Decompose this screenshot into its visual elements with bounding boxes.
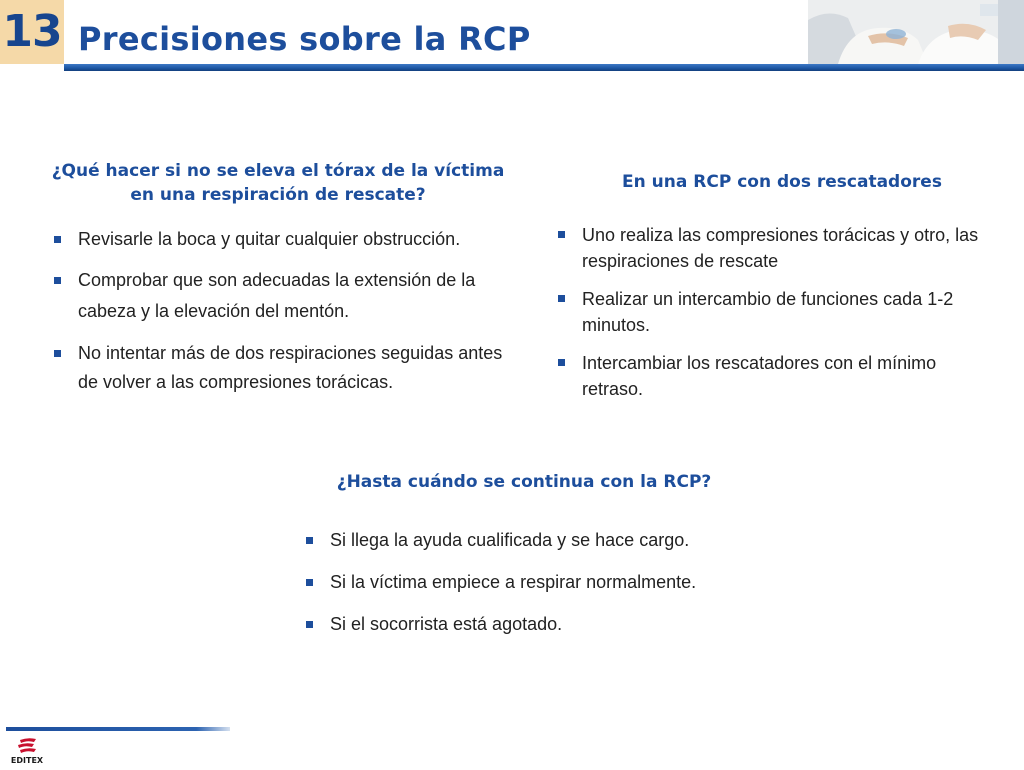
editex-logo-icon — [4, 737, 50, 765]
right-section-heading: En una RCP con dos rescatadores — [622, 172, 942, 192]
list-item: Si el socorrista está agotado. — [304, 611, 864, 638]
list-item: Intercambiar los rescatadores con el mínimo retraso. — [556, 350, 986, 402]
square-bullet-icon — [558, 359, 565, 366]
left-bullet-list — [52, 226, 512, 397]
bottom-section-heading: ¿Hasta cuándo se continua con la RCP? — [336, 472, 712, 492]
svg-text:EDITEX: EDITEX — [10, 756, 44, 765]
medical-staff-photo — [808, 0, 1024, 64]
list-item: Realizar un intercambio de funciones cada 1-2 minutos. — [556, 286, 986, 338]
footer-divider — [6, 727, 230, 731]
header-divider — [64, 64, 1024, 71]
editex-logo — [4, 737, 50, 765]
square-bullet-icon — [306, 621, 313, 628]
list-item: No intentar más de dos respiraciones seguidas antes de volver a las compresiones torácicas. — [52, 339, 512, 397]
list-item: Si llega la ayuda cualificada y se hace cargo. — [304, 527, 864, 554]
list-item: Uno realiza las compresiones torácicas y otro, las respiraciones de rescate — [556, 222, 986, 274]
list-item: Si la víctima empiece a respirar normalmente. — [304, 569, 864, 596]
square-bullet-icon — [54, 277, 61, 284]
right-bullet-list — [556, 222, 986, 402]
list-item: Comprobar que son adecuadas la extensión de la cabeza y la elevación del mentón. — [52, 265, 512, 327]
left-section-heading: ¿Qué hacer si no se eleva el tórax de la víctima en una respiración de rescate? — [51, 161, 505, 205]
chapter-number-badge: 13 — [0, 0, 64, 64]
header-photo — [808, 0, 1024, 64]
square-bullet-icon — [54, 236, 61, 243]
bottom-bullet-list — [304, 527, 864, 638]
page-title: Precisiones sobre la RCP — [78, 20, 531, 58]
square-bullet-icon — [54, 350, 61, 357]
list-item: Revisarle la boca y quitar cualquier obstrucción. — [52, 226, 512, 253]
square-bullet-icon — [558, 295, 565, 302]
square-bullet-icon — [306, 537, 313, 544]
square-bullet-icon — [306, 579, 313, 586]
square-bullet-icon — [558, 231, 565, 238]
